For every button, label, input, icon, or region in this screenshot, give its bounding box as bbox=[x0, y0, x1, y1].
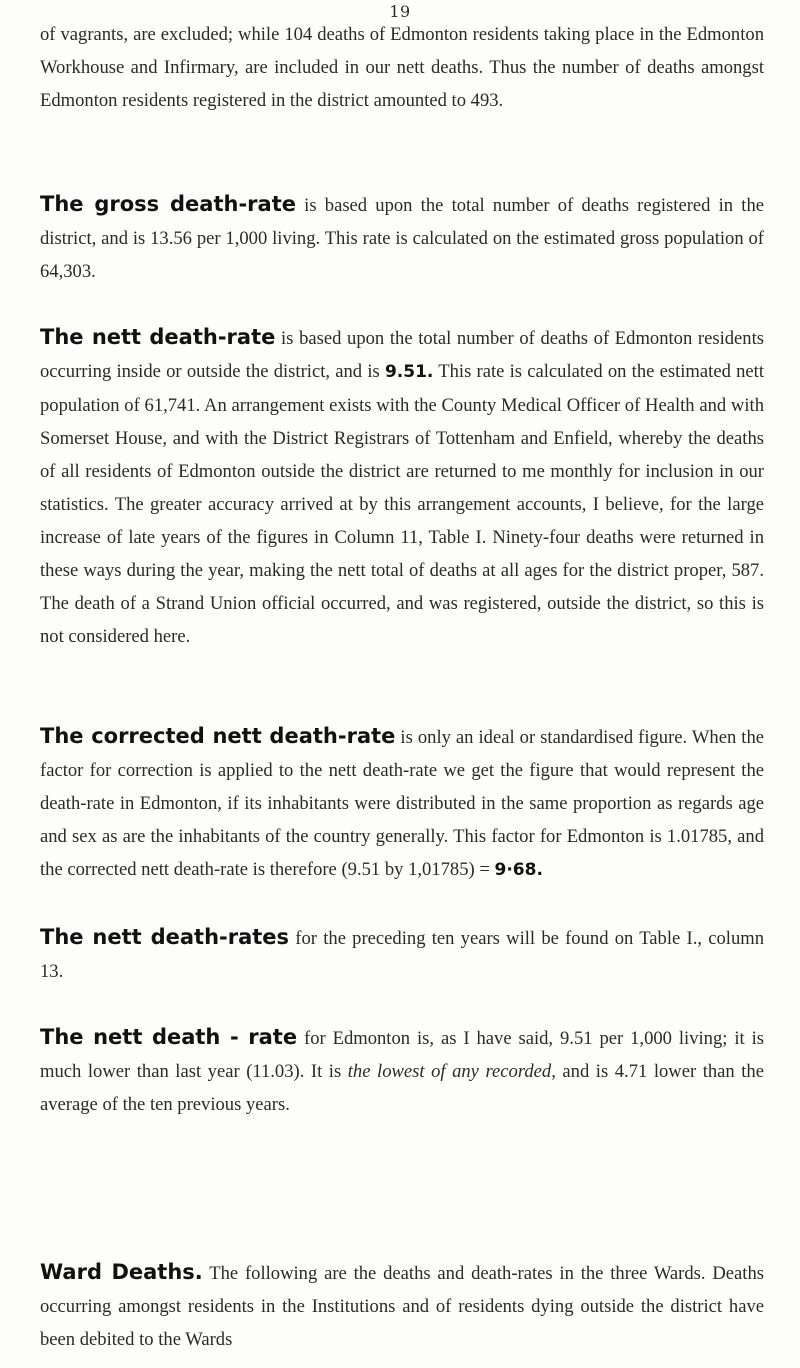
nett-rate-figure: 9.51. bbox=[384, 362, 434, 382]
paragraph-text: for the preceding ten years will be found on Table I., column 13. bbox=[40, 928, 765, 982]
page-number: 19 bbox=[389, 2, 411, 21]
paragraph-text: is based upon the total number of deaths registered in the district, and is 13.56 per 1,000 living. This rate is calculated on the estimated gross population of 64,303. bbox=[40, 195, 765, 282]
paragraph-text: is only an ideal or standardised figure. When the factor for correction is applied to the nett death-rate we get the figure that would represent the death-rate in Edmonton, if its inhabitants were distributed in the same proportion as regards age and sex as are the inhabitants of the country generally. This factor for Edmonton is 1.01785, and the corrected nett death-rate is therefore (9.51 by 1,01785) = bbox=[40, 727, 764, 880]
corrected-rate-figure: 9·68. bbox=[494, 860, 543, 880]
paragraph-text: of vagrants, are excluded; while 104 deaths of Edmonton residents taking place in the Edmonton Workhouse and Infirmary, are included in our nett deaths. Thus the number of deaths amongst Edmonton residents registered in the district amounted to 493. bbox=[40, 24, 764, 111]
paragraph-text: for Edmonton is, as I have said, 9.51 per 1,000 living; it is much lower than last year (11.03). It is bbox=[40, 1028, 764, 1082]
paragraph-text: The following are the deaths and death-rates in the three Wards. Deaths occurring amongst residents in the Institutions and of residents dying outside the district have been debited to the Wards bbox=[40, 1263, 764, 1350]
paragraph-nett-death-rate bbox=[40, 321, 764, 653]
paragraph-corrected-death-rate bbox=[40, 720, 764, 887]
section-heading-ward-deaths: Ward Deaths. bbox=[40, 1260, 203, 1284]
paragraph-text: and is 4.71 lower than the average of the ten previous years. bbox=[40, 1061, 764, 1115]
paragraph-nett-death-rate-lowest bbox=[40, 1021, 764, 1121]
section-heading-corrected-death-rate: The corrected nett death-rate bbox=[40, 724, 396, 748]
section-heading-nett-death-rates: The nett death-rates bbox=[40, 925, 290, 949]
paragraph-text: is based upon the total number of deaths of Edmonton residents occurring inside or outside the district, and is bbox=[40, 328, 764, 382]
section-heading-nett-death-rate-2: The nett death - rate bbox=[40, 1025, 298, 1049]
emphasis-text: the lowest of any recorded, bbox=[347, 1061, 556, 1082]
paragraph-continuation bbox=[40, 18, 764, 117]
section-heading-gross-death-rate: The gross death-rate bbox=[40, 192, 296, 216]
section-heading-nett-death-rate: The nett death-rate bbox=[40, 325, 276, 349]
paragraph-nett-death-rates bbox=[40, 921, 764, 988]
paragraph-ward-deaths bbox=[40, 1256, 764, 1356]
paragraph-gross-death-rate bbox=[40, 188, 764, 288]
paragraph-text: This rate is calculated on the estimated nett population of 61,741. An arrangement exists with the County Medical Officer of Health and with Somerset House, and with the District Registrars of Tottenham and Enfield, whereby the deaths of all residents of Edmonton outside the district are returned to me monthly for inclusion in our statistics. The greater accuracy arrived at by this arrangement accounts, I believe, for the large increase of late years of the figures in Column 11, Table I. Ninety-four deaths were returned in these ways during the year, making the nett total of deaths at all ages for the district proper, 587. The death of a Strand Union official occurred, and was registered, outside the district, so this is not considered here. bbox=[40, 361, 764, 647]
